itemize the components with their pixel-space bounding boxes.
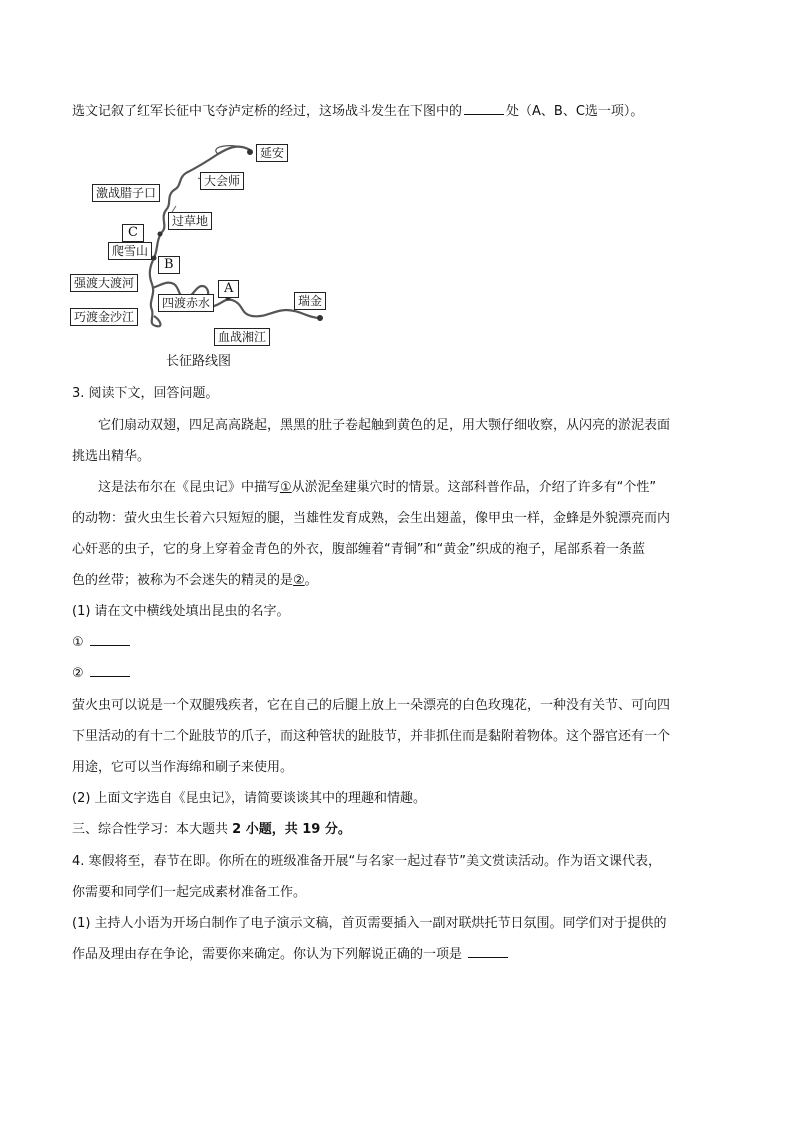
label-lazikou: 激战腊子口 [92,184,160,202]
label-a: A [218,280,239,298]
q3-para2-line3: 心奸恶的虫子，它的身上穿着金青色的外衣，腹部缠着“青铜”和“黄金”织成的袍子，尾部系着一条蓝 [72,542,645,557]
label-chishui: 四渡赤水 [158,294,214,312]
label-dahuishi: 大会师 [200,172,244,190]
q3-sub2: (2) 上面文字选自《昆虫记》，请简要谈谈其中的理趣和情趣。 [72,791,427,806]
long-march-map [68,138,338,370]
section-3-heading: 三、综合性学习：本大题共 2 小题，共 19 分。 [72,822,351,837]
q3-para2-line2: 的动物：萤火虫生长着六只短短的腿，当雄性发育成熟，会生出翅盖，像甲虫一样，金蜂是外貌漂亮而内 [72,511,671,526]
q3-para1-line1: 它们扇动双翅，四足高高跷起，黑黑的肚子卷起触到黄色的足，用大颚仔细收察，从闪亮的淤泥表面 [98,418,671,433]
answer-blank-1[interactable] [90,633,130,646]
q3-sub1: (1) 请在文中横线处填出昆虫的名字。 [72,604,290,619]
label-yanan: 延安 [256,144,288,162]
q3-para2-line4: 色的丝带；被称为不会迷失的精灵的是②。 [72,573,318,588]
answer-blank[interactable] [464,102,504,115]
answer-blank-2[interactable] [90,664,130,677]
q4-sub1-line2: 作品及理由存在争论，需要你来确定。你认为下列解说正确的一项是 [72,945,722,965]
q3-para2-line1: 这是法布尔在《昆虫记》中描写①从淤泥垒建巢穴时的情景。这部科普作品，介绍了许多有“个性” [98,480,657,495]
q4-sub1-line1: (1) 主持人小语为开场白制作了电子演示文稿，首页需要插入一副对联烘托节日氛围。同学们对于提供的 [72,916,667,931]
q3-para3-line2: 下里活动的有十二个趾肢节的爪子，而这种管状的趾肢节，并非抓住而是黏附着物体。这个器官还有一个 [72,729,671,744]
q2-stem: 选文记叙了红军长征中飞夺泸定桥的经过，这场战斗发生在下图中的 处（A、B、C选一项）。 [72,104,644,119]
answer-line-1: ① [72,633,722,653]
q4-line2: 你需要和同学们一起完成素材准备工作。 [72,885,307,900]
q3-para3-line3: 用途，它可以当作海绵和刷子来使用。 [72,760,294,775]
q4-line1: 4. 寒假将至，春节在即。你所在的班级准备开展“与名家一起过春节”美文赏读活动。作为语文课代表， [72,854,662,869]
label-c: C [122,224,144,242]
q3-para1-line2: 挑选出精华。 [72,449,151,464]
answer-blank-q4[interactable] [468,945,508,958]
label-b: B [158,256,180,274]
label-xueshan: 爬雪山 [108,242,152,260]
map-caption: 长征路线图 [166,354,232,369]
label-xiangjiang: 血战湘江 [214,328,270,346]
blank-mark-2: ② [293,573,305,588]
label-daduhe: 强渡大渡河 [70,274,138,292]
q3-title: 3. 阅读下文，回答问题。 [72,386,219,401]
q3-para3-line1: 萤火虫可以说是一个双腿残疾者，它在自己的后腿上放上一朵漂亮的白色玫瑰花，一种没有关节、可向四 [72,698,671,713]
label-jinshajiang: 巧渡金沙江 [70,308,138,326]
blank-mark-1: ① [280,480,292,495]
label-caodi: 过草地 [168,212,212,230]
answer-line-2: ② [72,664,722,684]
label-ruijin: 瑞金 [294,292,326,310]
